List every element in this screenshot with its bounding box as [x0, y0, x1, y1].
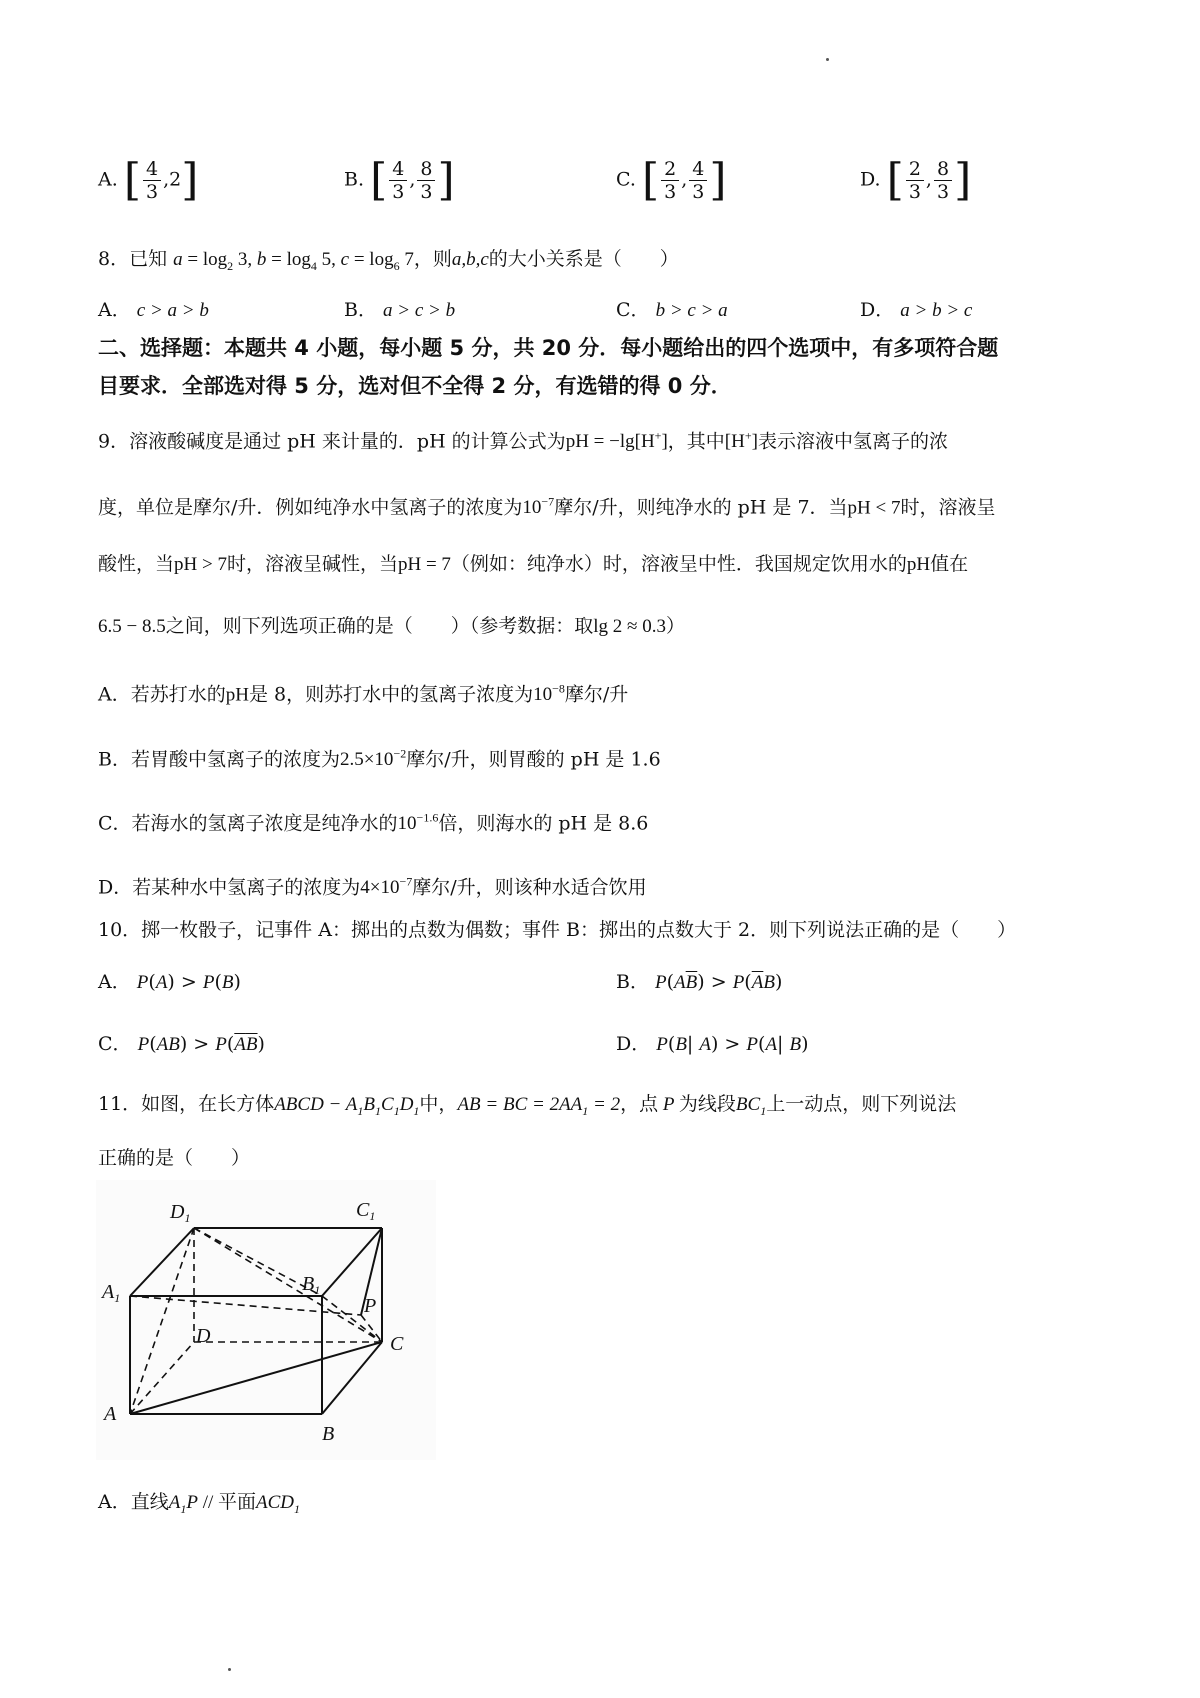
svg-text:C1: $C_1$	[356, 1199, 376, 1223]
q7-option-b[interactable]: B. [ $\frac{4}{3}$ , $\frac{8}{3}$ ]	[344, 154, 455, 206]
q9-option-c[interactable]: C．若海水的氢离子浓度是纯净水的$10^{-1.6}$倍，则海水的 pH 是 8.6	[98, 811, 649, 835]
q10-option-b[interactable]: B． $P(A\overline{B}) > P(\overline{A}B)$	[616, 971, 783, 993]
svg-text:B: B	[322, 1423, 335, 1445]
q11-line2: 正确的是（ ）	[98, 1147, 251, 1169]
svg-text:B1: $B_1$	[302, 1273, 321, 1297]
q9-option-d[interactable]: D．若某种水中氢离子的浓度为$4\times 10^{-7}$摩尔/升，则该种水适合饮用	[98, 875, 647, 899]
q9-line3: 酸性，当pH > 7时，溶液呈碱性，当pH = 7（例如：纯净水）时，溶液呈中性．我国规定饮用水的pH值在	[98, 553, 969, 575]
q7-option-d[interactable]: D. [ $\frac{2}{3}$ , $\frac{8}{3}$ ]	[860, 154, 972, 206]
q9-line4: 6.5 − 8.5之间，则下列选项正确的是（ ）（参考数据：取lg 2 ≈ 0.3）	[98, 615, 685, 637]
q11-option-a[interactable]: A．直线$A_1P$ // 平面$ACD_1$	[98, 1491, 301, 1516]
q9-line1: 9．溶液酸碱度是通过 pH 来计量的．pH 的计算公式为pH = −lg[H+]，其中[H+]表示溶液中氢离子的浓	[98, 429, 948, 453]
svg-text:A: A	[104, 1403, 117, 1425]
scan-dot	[826, 58, 829, 61]
q7-option-a[interactable]: A. [ $\frac{4}{3}$ ,2]	[98, 154, 199, 206]
section-2-heading-line1: 二、选择题：本题共 4 小题，每小题 5 分，共 20 分．每小题给出的四个选项中，有多项符合题	[98, 336, 999, 360]
q10-option-c[interactable]: C． $P(AB) > P(\overline{A}\overline{B})$	[98, 1033, 265, 1055]
q8-stem: 8．已知 $a = \log_2 3$, $b = \log_4 5$, $c = \log_6 7$，则a,b,c的大小关系是（ ）	[98, 248, 679, 273]
q11-line1: 11．如图，在长方体ABCD − $A_1B_1C_1D_1$中，AB = BC = $2AA_1 = 2$，点 P 为线段$BC_1$上一动点，则下列说法	[98, 1093, 957, 1118]
section-2-heading-line2: 目要求．全部选对得 5 分，选对但不全得 2 分，有选错的得 0 分．	[98, 374, 732, 398]
q10-option-a[interactable]: A． P(A) > P(B)	[98, 971, 241, 993]
cuboid-figure	[96, 1180, 436, 1460]
scan-dot	[228, 1668, 231, 1671]
q10-option-d[interactable]: D． P(B| A) > P(A| B)	[616, 1033, 809, 1055]
svg-text:D1: $D_1$	[170, 1201, 191, 1225]
q9-option-b[interactable]: B．若胃酸中氢离子的浓度为$2.5\times 10^{-2}$摩尔/升，则胃酸的 pH 是 1.6	[98, 747, 661, 771]
q7-option-c[interactable]: C. [ $\frac{2}{3}$ , $\frac{4}{3}$ ]	[616, 154, 727, 206]
q9-option-a[interactable]: A．若苏打水的pH是 8，则苏打水中的氢离子浓度为$10^{-8}$摩尔/升	[98, 682, 629, 706]
q9-line2: 度，单位是摩尔/升．例如纯净水中氢离子的浓度为$10^{-7}$摩尔/升，则纯净水的 pH 是 7．当pH < 7时，溶液呈	[98, 495, 996, 519]
q8-option-c[interactable]: C． b > c > a	[616, 299, 728, 321]
q8-option-a[interactable]: A． c > a > b	[98, 299, 209, 321]
svg-text:C: C	[390, 1333, 404, 1355]
q8-option-b[interactable]: B． a > c > b	[344, 299, 456, 321]
svg-text:A1: $A_1$	[102, 1281, 121, 1305]
q8-option-d[interactable]: D． a > b > c	[860, 299, 973, 321]
svg-text:P: P	[364, 1295, 377, 1317]
svg-text:D: D	[196, 1325, 211, 1347]
q10-stem: 10．掷一枚骰子，记事件 A：掷出的点数为偶数；事件 B：掷出的点数大于 2．则下列说法正确的是（ ）	[98, 919, 1017, 941]
